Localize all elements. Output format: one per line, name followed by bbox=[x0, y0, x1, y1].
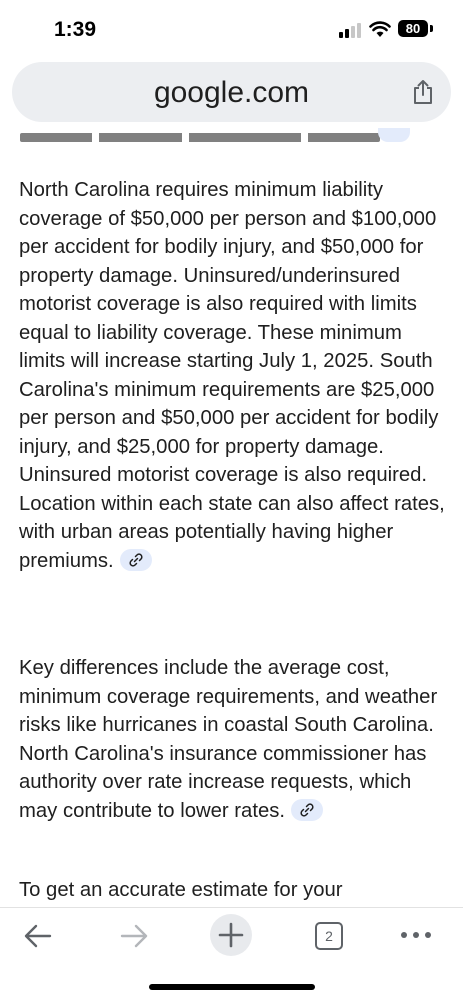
battery-nub bbox=[430, 25, 433, 32]
paragraph-text: To get an accurate estimate for your bbox=[19, 879, 343, 901]
battery-indicator: 80 bbox=[398, 20, 428, 37]
new-tab-button[interactable] bbox=[210, 914, 252, 956]
source-link-button[interactable] bbox=[120, 549, 152, 571]
wifi-icon bbox=[369, 20, 391, 38]
cellular-signal-icon bbox=[339, 22, 363, 38]
tab-count: 2 bbox=[325, 928, 333, 944]
clipped-link-chip[interactable] bbox=[378, 128, 410, 142]
paragraph-text: North Carolina requires minimum liability coverage of $50,000 per person and $100,000 per accident for bodily injury, and $50,000 for property damage. Uninsured/underinsured motorist coverage is also required with limits equal to liability coverage. These minimum limits will increase starting July 1, 2025. South Carolina's minimum requirements are $25,000 per person and $50,000 per accident for bodily injury, and $25,000 for property damage. Uninsured motorist coverage is also required. Location within each state can also affect rates, with urban areas potentially having higher premiums. bbox=[19, 179, 445, 572]
link-icon bbox=[129, 553, 143, 567]
url-text[interactable]: google.com bbox=[153, 76, 310, 109]
plus-icon bbox=[210, 914, 252, 956]
clipped-text-line bbox=[20, 127, 380, 145]
paragraph-estimate bbox=[19, 876, 447, 905]
page-content[interactable] bbox=[0, 122, 463, 907]
tab-switcher-button[interactable] bbox=[315, 922, 343, 950]
status-bar bbox=[0, 0, 463, 60]
paragraph-coverage-requirements bbox=[19, 176, 447, 575]
address-bar[interactable] bbox=[12, 62, 451, 122]
link-icon bbox=[300, 803, 314, 817]
share-icon[interactable] bbox=[412, 79, 434, 105]
paragraph-text: Key differences include the average cost, minimum coverage requirements, and weather risks like hurricanes in coastal South Carolina. North Carolina's insurance commissioner has authority over rate increase requests, which may contribute to lower rates. bbox=[19, 657, 438, 822]
home-indicator[interactable] bbox=[149, 984, 315, 990]
status-time: 1:39 bbox=[54, 18, 97, 41]
source-link-button[interactable] bbox=[291, 799, 323, 821]
more-horizontal-icon[interactable] bbox=[400, 930, 432, 940]
arrow-right-icon[interactable] bbox=[118, 922, 150, 950]
paragraph-key-differences bbox=[19, 654, 447, 825]
arrow-left-icon[interactable] bbox=[22, 922, 54, 950]
